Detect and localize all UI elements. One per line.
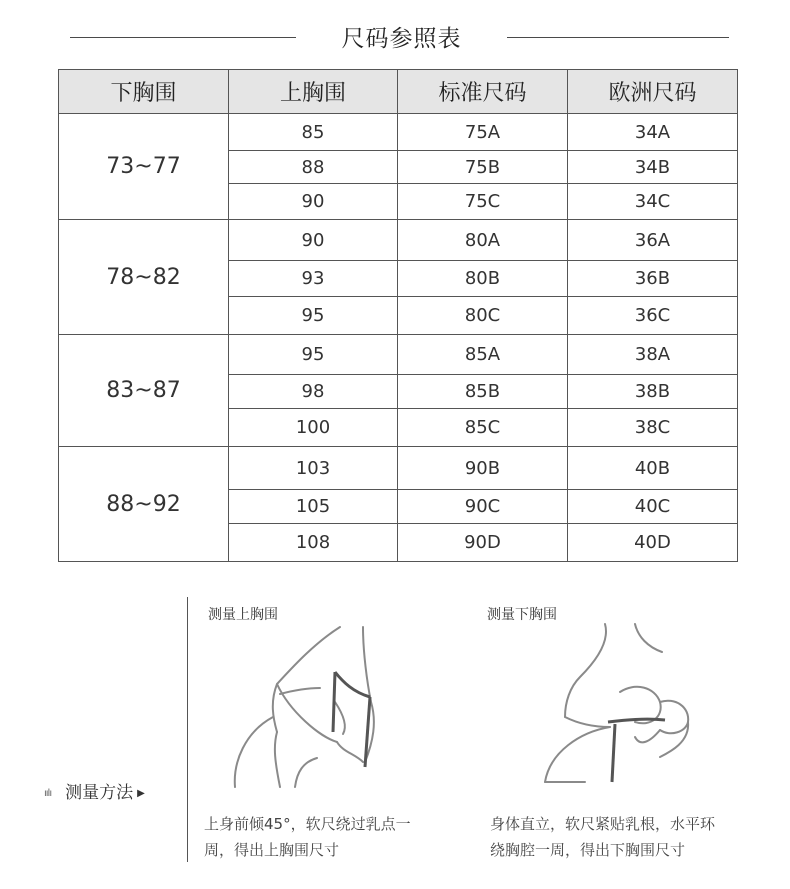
- measure-method-section: [0, 592, 790, 889]
- standard-size-cell: 75C: [398, 184, 568, 220]
- eu-size-cell: 34C: [568, 184, 738, 220]
- standard-size-cell: 90C: [398, 490, 568, 524]
- standard-size-cell: 75A: [398, 114, 568, 151]
- section-divider: [187, 597, 188, 862]
- upper-bust-cell: 90: [229, 184, 398, 220]
- eu-size-cell: 40C: [568, 490, 738, 524]
- lower-bust-illustration: [540, 622, 710, 792]
- table-row: [59, 335, 738, 375]
- table-row: [59, 220, 738, 261]
- eu-size-cell: 34A: [568, 114, 738, 151]
- size-table: [58, 69, 738, 562]
- header-under-bust: 下胸围: [59, 70, 229, 114]
- under-bust-cell: 83~87: [59, 335, 229, 447]
- upper-bust-cell: 95: [229, 335, 398, 375]
- title-row: [0, 0, 790, 70]
- upper-bust-cell: 88: [229, 151, 398, 184]
- title-divider-right: [507, 37, 729, 38]
- upper-bust-cell: 108: [229, 524, 398, 562]
- page-title: 尺码参照表: [341, 26, 462, 52]
- under-bust-cell: 73~77: [59, 114, 229, 220]
- header-eu-size: 欧洲尺码: [568, 70, 738, 114]
- lower-desc-line2: 绕胸腔一周，得出下胸围尺寸: [490, 841, 686, 859]
- standard-size-cell: 80C: [398, 297, 568, 335]
- upper-bust-description: [204, 811, 411, 863]
- title-divider-left: [70, 37, 296, 38]
- standard-size-cell: 80A: [398, 220, 568, 261]
- eu-size-cell: 40B: [568, 447, 738, 490]
- measure-method-text: 测量方法: [65, 783, 134, 803]
- eu-size-cell: 38A: [568, 335, 738, 375]
- eu-size-cell: 36C: [568, 297, 738, 335]
- standard-size-cell: 90D: [398, 524, 568, 562]
- eu-size-cell: 36A: [568, 220, 738, 261]
- eu-size-cell: 34B: [568, 151, 738, 184]
- table-row: [59, 447, 738, 490]
- upper-bust-caption: 测量上胸围: [208, 607, 278, 623]
- under-bust-cell: 78~82: [59, 220, 229, 335]
- standard-size-cell: 85B: [398, 375, 568, 409]
- upper-bust-cell: 103: [229, 447, 398, 490]
- upper-bust-cell: 100: [229, 409, 398, 447]
- eu-size-cell: 38C: [568, 409, 738, 447]
- table-row: [59, 114, 738, 151]
- lower-desc-line1: 身体直立，软尺紧贴乳根，水平环: [490, 815, 716, 833]
- standard-size-cell: 80B: [398, 261, 568, 297]
- eu-size-cell: 36B: [568, 261, 738, 297]
- lower-bust-caption: 测量下胸围: [487, 607, 557, 623]
- measure-method-label: [44, 778, 145, 803]
- under-bust-cell: 88~92: [59, 447, 229, 562]
- standard-size-cell: 85C: [398, 409, 568, 447]
- upper-bust-illustration: [225, 622, 395, 792]
- table-header-row: [59, 70, 738, 114]
- header-upper-bust: 上胸围: [229, 70, 398, 114]
- upper-bust-cell: 105: [229, 490, 398, 524]
- upper-bust-cell: 98: [229, 375, 398, 409]
- standard-size-cell: 85A: [398, 335, 568, 375]
- triangle-right-icon: ▶: [137, 787, 145, 799]
- lower-bust-description: [490, 811, 715, 863]
- upper-desc-line2: 周，得出上胸围尺寸: [204, 841, 340, 859]
- upper-bust-cell: 93: [229, 261, 398, 297]
- upper-desc-line1: 上身前倾45°，软尺绕过乳点一: [204, 815, 411, 833]
- upper-bust-cell: 95: [229, 297, 398, 335]
- upper-bust-cell: 90: [229, 220, 398, 261]
- eu-size-cell: 38B: [568, 375, 738, 409]
- standard-size-cell: 90B: [398, 447, 568, 490]
- bars-icon: ıılı: [44, 787, 52, 799]
- standard-size-cell: 75B: [398, 151, 568, 184]
- header-standard-size: 标准尺码: [398, 70, 568, 114]
- eu-size-cell: 40D: [568, 524, 738, 562]
- upper-bust-cell: 85: [229, 114, 398, 151]
